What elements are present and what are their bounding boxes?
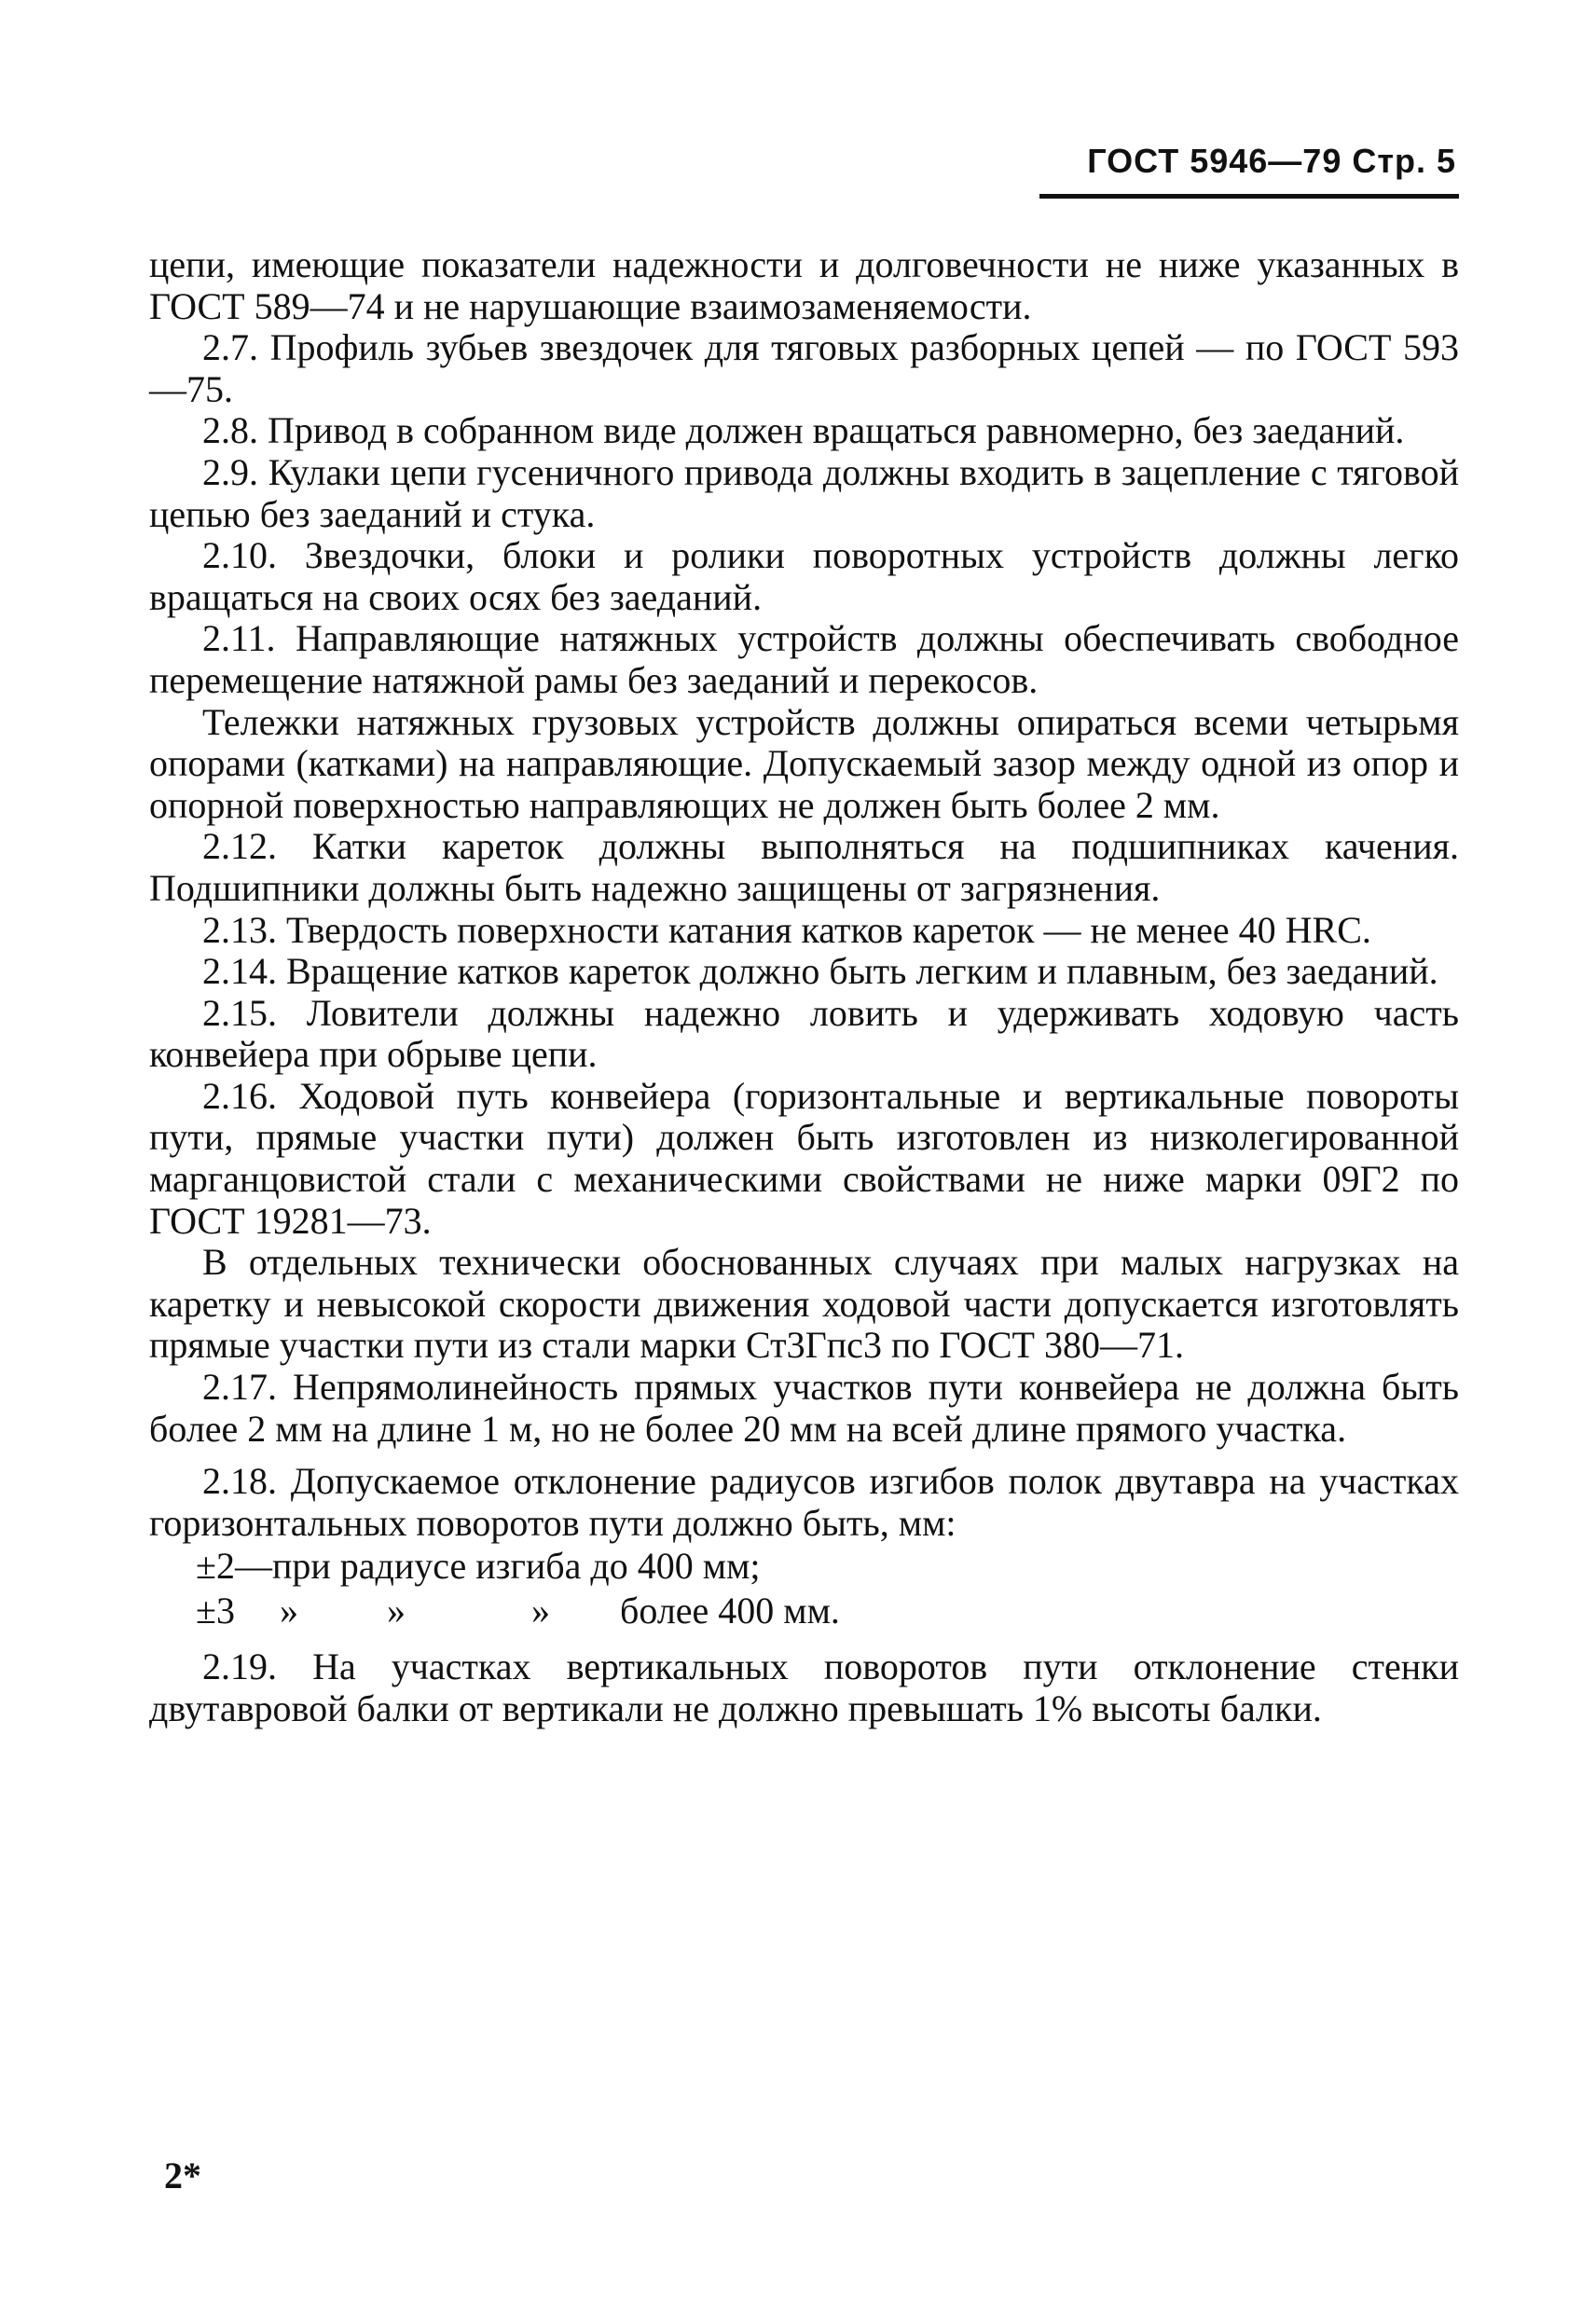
tolerance-value-1: ±2 xyxy=(196,1545,235,1588)
paragraph-2-14: 2.14. Вращение катков кареток должно быть легким и плавным, без заеданий. xyxy=(202,950,1438,993)
paragraph-2-11-cont: Тележки натяжных грузовых устройств должны опираться всеми четырьмя опорами (катками) на направляющие. Допускаемый зазор между одной из опор и опорной поверхностью направляющих не должен быть более 2 мм. xyxy=(149,700,1459,826)
header-rule xyxy=(1039,194,1459,199)
ditto-mark-2: » xyxy=(387,1590,406,1632)
paragraph-2-19: 2.19. На участках вертикальных поворотов пути отклонение стенки двутавровой балки от вертикали не должно превышать 1% высоты балки. xyxy=(149,1645,1459,1729)
tolerance-text-1: —при радиусе изгиба до 400 мм; xyxy=(234,1545,761,1588)
ditto-mark-3: » xyxy=(531,1590,550,1632)
tolerance-text-2: более 400 мм. xyxy=(620,1590,840,1632)
paragraph-2-12: 2.12. Катки кареток должны выполняться на подшипниках качения. Подшипники должны быть надежно защищены от загрязнения. xyxy=(149,825,1459,909)
tolerance-line-1 xyxy=(196,1544,1459,1589)
tolerance-value-2: ±3 xyxy=(196,1590,235,1632)
tolerance-line-2 xyxy=(196,1589,1459,1633)
paragraph-2-16: 2.16. Ходовой путь конвейера (горизонтальные и вертикальные повороты пути, прямые участки пути) должен быть изготовлен из низколегированной марганцовистой стали с механическими свойствами не ниже марки 09Г2 по ГОСТ 19281—73. xyxy=(149,1074,1459,1242)
page-header: ГОСТ 5946—79 Стр. 5 xyxy=(1087,142,1456,180)
page-footer-mark: 2* xyxy=(164,2155,201,2196)
paragraph-2-7: 2.7. Профиль зубьев звездочек для тяговых разборных цепей — по ГОСТ 593—75. xyxy=(149,326,1459,410)
paragraph-2-10: 2.10. Звездочки, блоки и ролики поворотных устройств должны легко вращаться на своих осях без заеданий. xyxy=(149,534,1459,618)
paragraph-2-15: 2.15. Ловители должны надежно ловить и удерживать ходовую часть конвейера при обрыве цепи. xyxy=(149,991,1459,1076)
paragraph-2-18: 2.18. Допускаемое отклонение радиусов изгибов полок двутавра на участках горизонтальных поворотов пути должно быть, мм: xyxy=(149,1460,1459,1544)
paragraph-2-9: 2.9. Кулаки цепи гусеничного привода должны входить в зацепление с тяговой цепью без заеданий и стука. xyxy=(149,450,1459,535)
paragraph-2-17: 2.17. Непрямолинейность прямых участков пути конвейера не должна быть более 2 мм на длине 1 м, но не более 20 мм на всей длине прямого участка. xyxy=(149,1366,1459,1450)
ditto-mark-1: » xyxy=(280,1590,298,1632)
document-body xyxy=(149,244,1459,1730)
paragraph-2-8: 2.8. Привод в собранном виде должен вращаться равномерно, без заеданий. xyxy=(202,409,1405,452)
paragraph-2-16-cont: В отдельных технически обоснованных случаях при малых нагрузках на каретку и невысокой скорости движения ходовой части допускается изготовлять прямые участки пути из стали марки Ст3Гпс3 по ГОСТ 380—71. xyxy=(149,1241,1459,1367)
paragraph-2-13: 2.13. Твердость поверхности катания катков кареток — не менее 40 HRC. xyxy=(202,908,1371,951)
paragraph-2-11: 2.11. Направляющие натяжных устройств должны обеспечивать свободное перемещение натяжной рамы без заеданий и перекосов. xyxy=(149,617,1459,701)
paragraph-continuation: цепи, имеющие показатели надежности и долговечности не ниже указанных в ГОСТ 589—74 и не нарушающие взаимозаменяемости. xyxy=(149,243,1459,327)
